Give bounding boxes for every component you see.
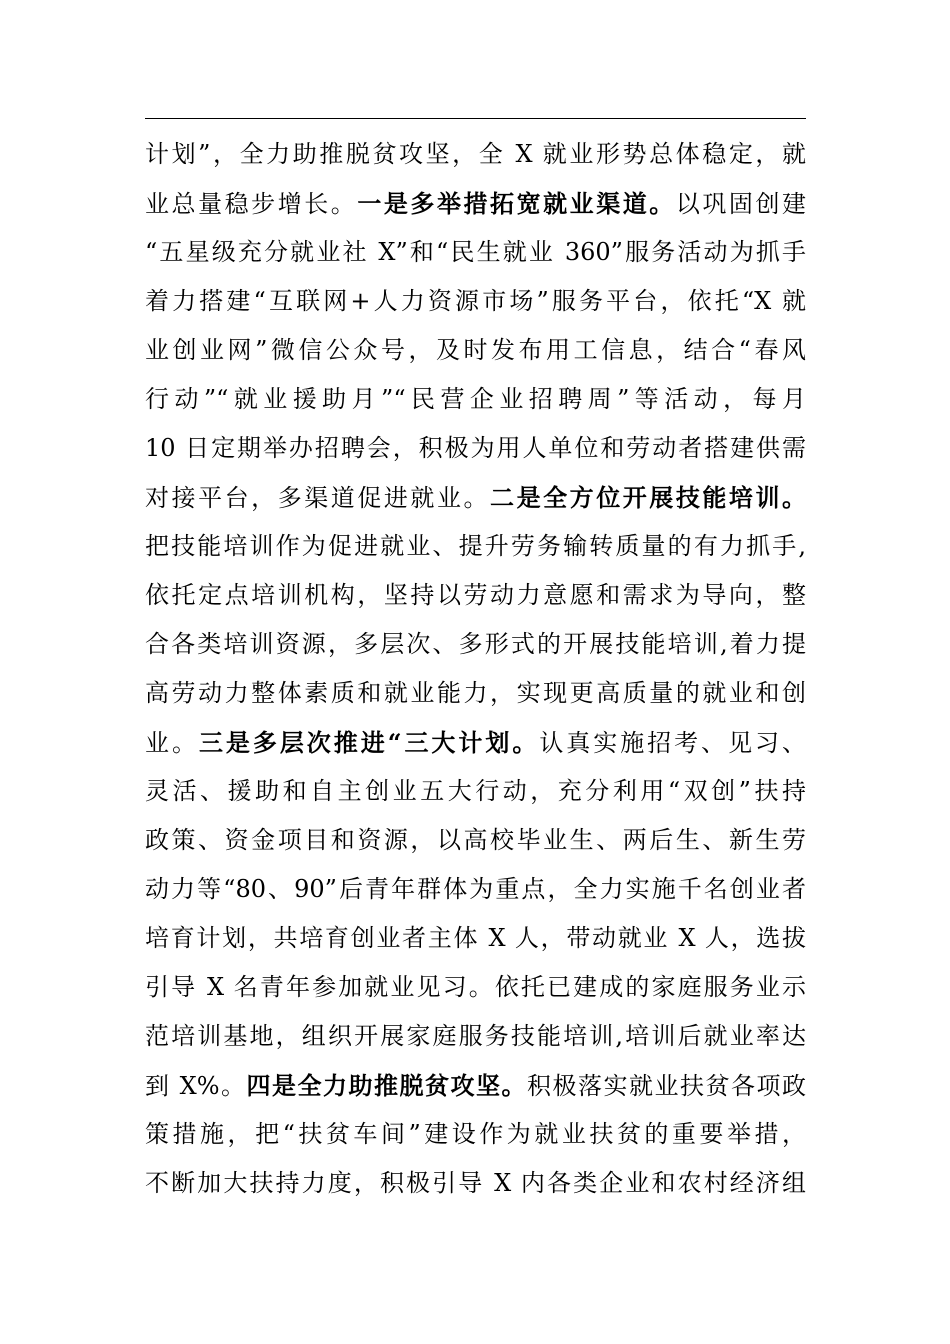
text-line	[145, 424, 806, 473]
text-line	[145, 816, 806, 865]
body-text-segment: 业。	[145, 729, 199, 757]
text-line	[145, 130, 806, 179]
text-line	[145, 620, 806, 669]
body-text-segment: 策措施，把“扶贫车间”建设作为就业扶贫的重要举措，	[145, 1120, 806, 1148]
body-text-segment: 灵活、援助和自主创业五大行动，充分利用“双创”扶持	[145, 777, 806, 805]
text-line	[145, 1110, 806, 1159]
bold-heading-text: 二是全方位开展技能培训。	[490, 483, 806, 512]
text-line	[145, 914, 806, 963]
body-text-segment: 积极落实就业扶贫各项政	[527, 1072, 806, 1100]
body-text-segment: “五星级充分就业社 X”和“民生就业 360”服务活动为抓手	[145, 238, 806, 266]
bold-heading-text: 一是多举措拓宽就业渠道。	[357, 189, 676, 218]
bold-heading-text: 四是全力助推脱贫攻坚。	[246, 1071, 528, 1100]
body-text-segment: 范培训基地，组织开展家庭服务技能培训,培训后就业率达	[145, 1022, 806, 1050]
body-text-segment: 培育计划，共培育创业者主体 X 人，带动就业 X 人，选拔	[145, 924, 806, 952]
text-line	[145, 669, 806, 718]
header-rule	[145, 118, 806, 119]
body-text-segment: 不断加大扶持力度，积极引导 X 内各类企业和农村经济组	[145, 1169, 806, 1197]
text-line	[145, 571, 806, 620]
text-line	[145, 473, 806, 522]
body-text-segment: 业创业网”微信公众号，及时发布用工信息，结合“春风	[145, 336, 806, 364]
text-line	[145, 767, 806, 816]
body-text-segment: 引导 X 名青年参加就业见习。依托已建成的家庭服务业示	[145, 973, 806, 1001]
body-text-segment: 高劳动力整体素质和就业能力，实现更高质量的就业和创	[145, 679, 806, 707]
body-text-segment: 计划”，全力助推脱贫攻坚，全 X 就业形势总体稳定，就	[145, 140, 806, 168]
body-text-segment: 合各类培训资源，多层次、多形式的开展技能培训,着力提	[145, 630, 806, 658]
body-text-segment: 业总量稳步增长。	[145, 190, 358, 218]
text-line	[145, 865, 806, 914]
body-text-segment: 把技能培训作为促进就业、提升劳务输转质量的有力抓手,	[145, 532, 806, 560]
text-line	[145, 522, 806, 571]
text-line	[145, 1012, 806, 1061]
body-text-segment: 以巩固创建	[675, 190, 806, 218]
text-line	[145, 1061, 806, 1110]
body-text-segment: 对接平台，多渠道促进就业。	[145, 484, 491, 512]
body-text-segment: 到 X%。	[145, 1072, 247, 1100]
text-line	[145, 277, 806, 326]
text-line	[145, 179, 806, 228]
body-text-segment: 依托定点培训机构，坚持以劳动力意愿和需求为导向，整	[145, 581, 806, 609]
text-line	[145, 228, 806, 277]
body-text	[145, 130, 806, 1208]
text-line	[145, 963, 806, 1012]
body-text-segment: 认真实施招考、见习、	[539, 729, 806, 757]
bold-heading-text: 三是多层次推进“三大计划。	[198, 728, 540, 757]
text-line	[145, 718, 806, 767]
body-text-segment: 动力等“80、90”后青年群体为重点，全力实施千名创业者	[145, 875, 806, 903]
body-text-segment: 行动”“就业援助月”“民营企业招聘周”等活动，每月	[145, 385, 806, 413]
text-line	[145, 1159, 806, 1208]
text-line	[145, 375, 806, 424]
text-line	[145, 326, 806, 375]
body-text-segment: 政策、资金项目和资源，以高校毕业生、两后生、新生劳	[145, 826, 806, 854]
body-text-segment: 着力搭建“互联网+人力资源市场”服务平台，依托“X 就	[145, 287, 806, 315]
body-text-segment: 10 日定期举办招聘会，积极为用人单位和劳动者搭建供需	[145, 434, 806, 462]
